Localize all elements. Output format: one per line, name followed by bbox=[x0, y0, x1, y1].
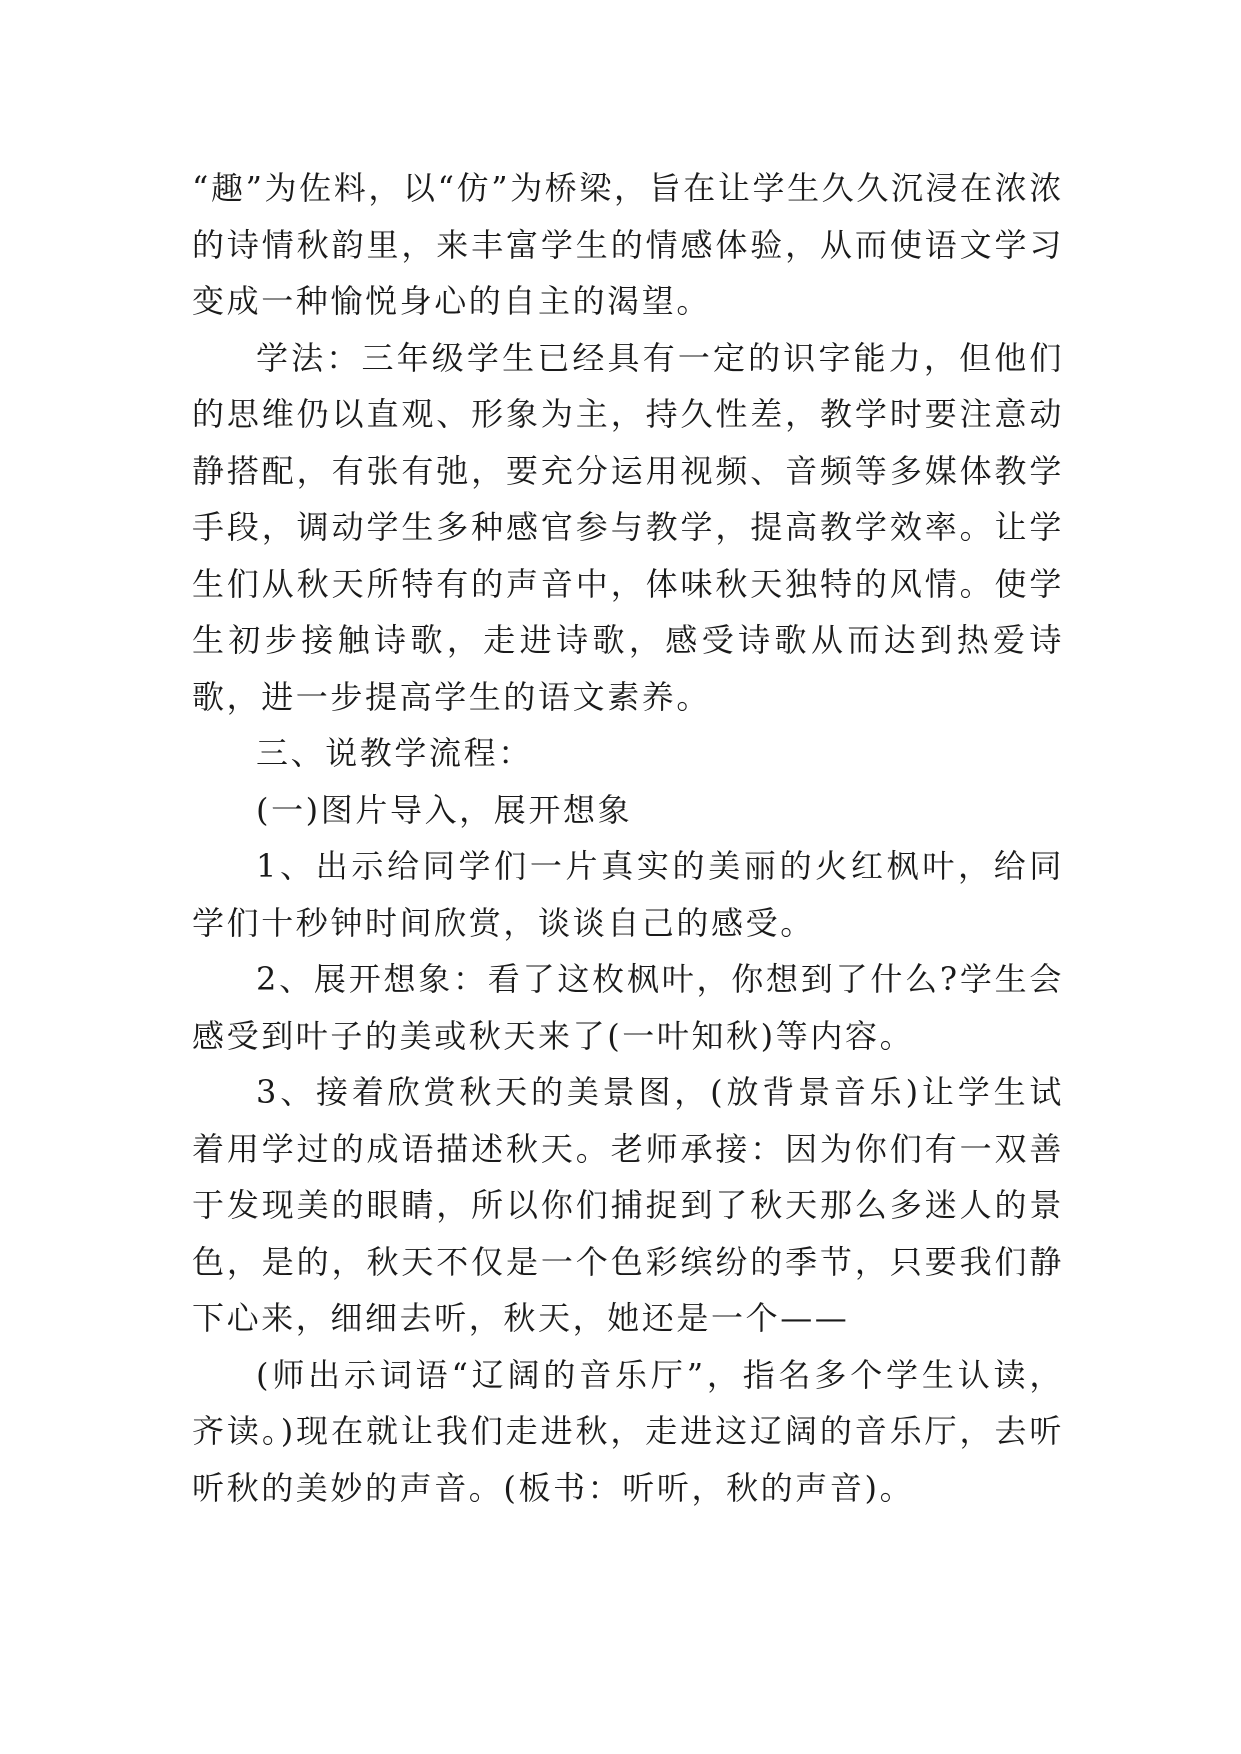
paragraph-step-3: 3、接着欣赏秋天的美景图，(放背景音乐)让学生试着用学过的成语描述秋天。老师承接：因为你们有一双善于发现美的眼睛，所以你们捕捉到了秋天那么多迷人的景色，是的，秋天不仅是一个色彩缤纷的季节，只要我们静下心来，细细去听，秋天，她还是一个—— bbox=[192, 1073, 1064, 1337]
paragraph-study-method: 学法：三年级学生已经具有一定的识字能力，但他们的思维仍以直观、形象为主，持久性差，教学时要注意动静搭配，有张有弛，要充分运用视频、音频等多媒体教学手段，调动学生多种感官参与教学，提高教学效率。让学生们从秋天所特有的声音中，体味秋天独特的风情。使学生初步接触诗歌，走进诗歌，感受诗歌从而达到热爱诗歌，进一步提高学生的语文素养。 bbox=[192, 338, 1064, 716]
section-heading-teaching-process: 三、说教学流程： bbox=[256, 734, 533, 772]
paragraph-teacher-shows-word: (师出示词语“辽阔的音乐厅”，指名多个学生认读，齐读。)现在就让我们走进秋，走进这辽阔的音乐厅，去听听秋的美妙的声音。(板书：听听，秋的声音)。 bbox=[192, 1355, 1064, 1507]
subsection-heading-picture-intro: (一)图片导入，展开想象 bbox=[256, 790, 633, 829]
paragraph-step-1: 1、出示给同学们一片真实的美丽的火红枫叶，给同学们十秒钟时间欣赏，谈谈自己的感受。 bbox=[192, 847, 1064, 942]
paragraph-step-2: 2、展开想象：看了这枚枫叶，你想到了什么?学生会感受到叶子的美或秋天来了(一叶知秋)等内容。 bbox=[192, 960, 1064, 1055]
paragraph-intro-continuation: “趣”为佐料，以“仿”为桥梁，旨在让学生久久沉浸在浓浓的诗情秋韵里，来丰富学生的情感体验，从而使语文学习变成一种愉悦身心的自主的渴望。 bbox=[192, 169, 1064, 320]
document-body bbox=[192, 160, 1064, 1516]
